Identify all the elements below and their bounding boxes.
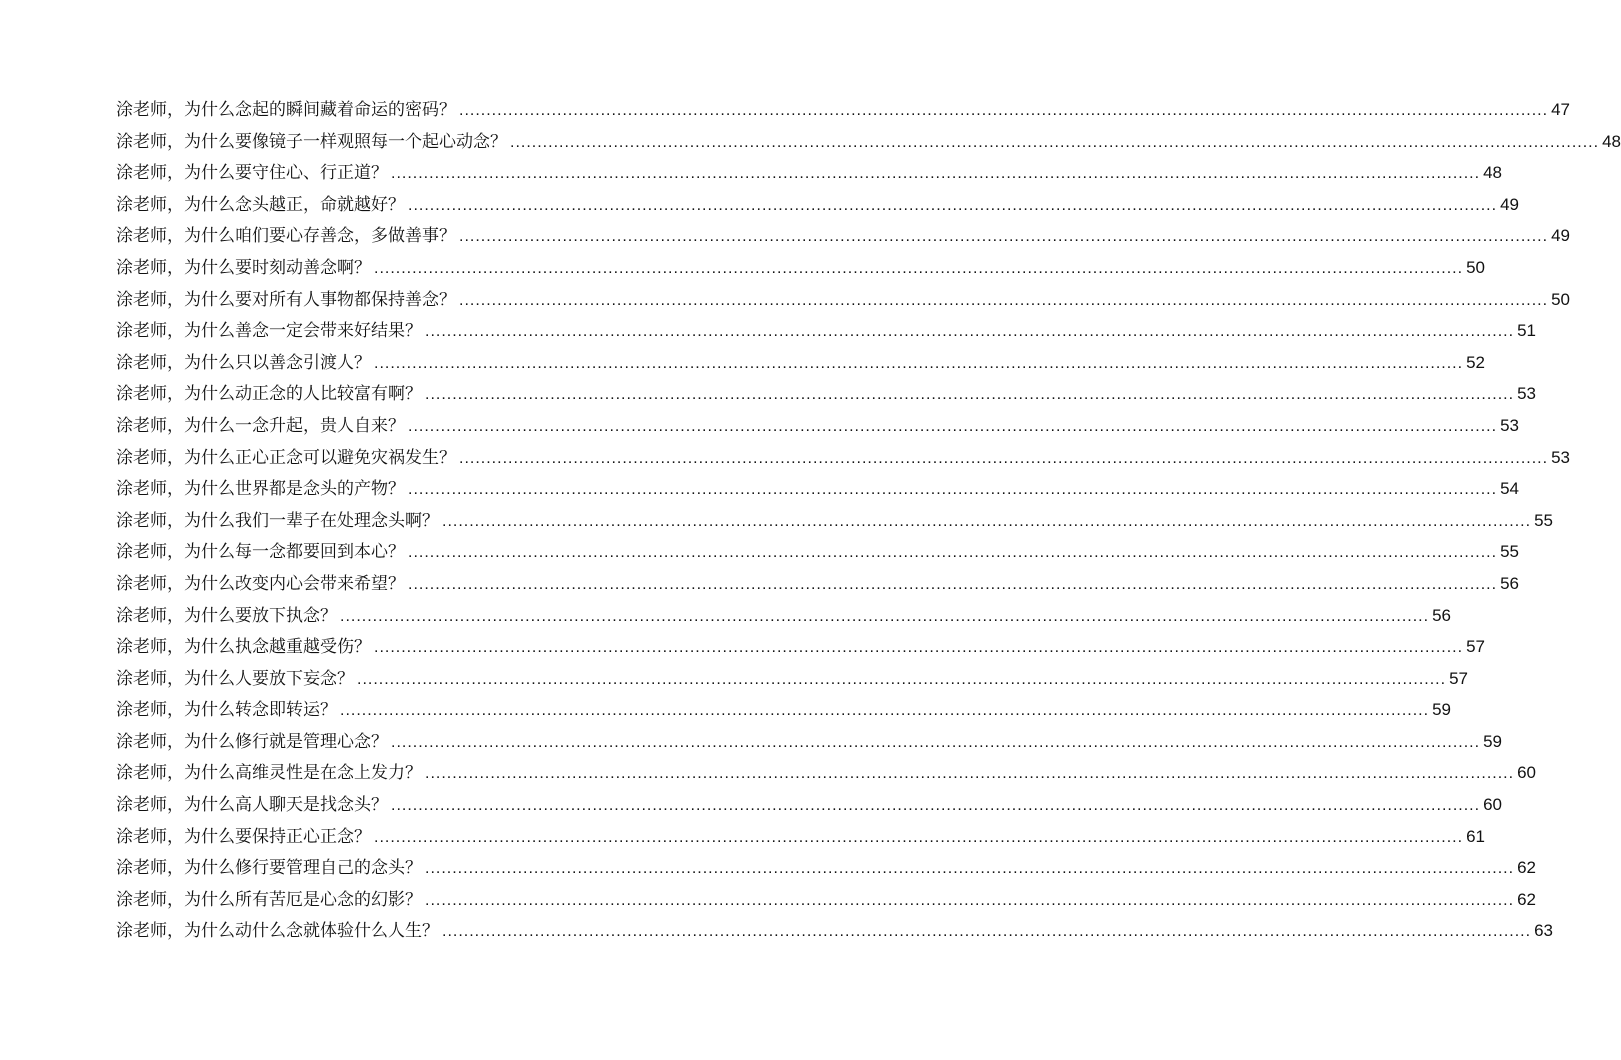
toc-entry-page-number: 57 [1449,668,1468,688]
toc-entry[interactable] [116,126,1621,158]
toc-entry[interactable] [116,884,1536,916]
toc-entry[interactable] [116,694,1451,726]
toc-entry[interactable] [116,284,1570,316]
toc-entry-title: 涂老师，为什么只以善念引渡人？ [116,352,371,373]
toc-entry-page-number: 49 [1500,194,1519,214]
toc-entry-title: 涂老师，为什么所有苦厄是心念的幻影？ [116,889,422,910]
toc-entry-page-number: 55 [1500,542,1519,562]
dot-leader: ........................................................................................................................................................................................................ [442,512,1532,530]
dot-leader: ........................................................................................................................................................................................................ [408,417,1498,435]
toc-entry[interactable] [116,915,1553,947]
dot-leader: ........................................................................................................................................................................................................ [408,196,1498,214]
toc-entry-title: 涂老师，为什么每一念都要回到本心？ [116,542,405,563]
dot-leader: ........................................................................................................................................................................................................ [459,102,1549,119]
toc-entry-title: 涂老师，为什么世界都是念头的产物？ [116,479,405,500]
dot-leader: ........................................................................................................................................................................................................ [425,891,1515,909]
dot-leader: ........................................................................................................................................................................................................ [425,386,1515,404]
toc-entry[interactable] [116,315,1536,347]
toc-entry-page-number: 54 [1500,479,1519,499]
toc-entry[interactable] [116,442,1570,474]
toc-entry-title: 涂老师，为什么念头越正，命就越好？ [116,194,405,215]
toc-entry[interactable] [116,726,1502,758]
toc-entry-page-number: 60 [1483,795,1502,815]
toc-entry-title: 涂老师，为什么要保持正心正念？ [116,826,371,847]
toc-entry[interactable] [116,536,1519,568]
toc-entry-title: 涂老师，为什么人要放下妄念？ [116,668,354,689]
toc-entry[interactable] [116,600,1451,632]
dot-leader: ........................................................................................................................................................................................................ [408,481,1498,499]
dot-leader: ........................................................................................................................................................................................................ [442,923,1532,941]
toc-entry[interactable] [116,189,1519,221]
dot-leader: ........................................................................................................................................................................................................ [374,354,1464,372]
toc-entry-page-number: 59 [1432,700,1451,720]
dot-leader: ........................................................................................................................................................................................................ [510,133,1600,151]
toc-entry-page-number: 53 [1517,384,1536,404]
toc-entry-page-number: 63 [1534,921,1553,941]
toc-entry[interactable] [116,347,1485,379]
toc-entry-title: 涂老师，为什么要守住心、行正道？ [116,163,388,184]
toc-entry-page-number: 56 [1432,605,1451,625]
toc-entry-title: 涂老师，为什么动正念的人比较富有啊？ [116,384,422,405]
toc-entry-title: 涂老师，为什么转念即转运？ [116,700,337,721]
dot-leader: ........................................................................................................................................................................................................ [408,544,1498,562]
toc-entry[interactable] [116,378,1536,410]
toc-entry[interactable] [116,410,1519,442]
dot-leader: ........................................................................................................................................................................................................ [408,575,1498,593]
dot-leader: ........................................................................................................................................................................................................ [391,733,1481,751]
toc-entry-title: 涂老师，为什么要时刻动善念啊？ [116,257,371,278]
toc-entry[interactable] [116,852,1536,884]
toc-entry[interactable] [116,757,1536,789]
toc-entry-title: 涂老师，为什么咱们要心存善念，多做善事？ [116,226,456,247]
toc-entry-title: 涂老师，为什么执念越重越受伤？ [116,637,371,658]
toc-entry-page-number: 55 [1534,510,1553,530]
toc-entry[interactable] [116,505,1553,537]
dot-leader: ........................................................................................................................................................................................................ [391,797,1481,815]
toc-entry[interactable] [116,473,1519,505]
toc-entry-page-number: 60 [1517,763,1536,783]
dot-leader: ........................................................................................................................................................................................................ [374,639,1464,657]
toc-entry-title: 涂老师，为什么高维灵性是在念上发力？ [116,763,422,784]
toc-entry-page-number: 49 [1551,226,1570,246]
toc-entry-page-number: 62 [1517,858,1536,878]
toc-entry-page-number: 48 [1602,131,1621,151]
dot-leader: ........................................................................................................................................................................................................ [459,291,1549,309]
dot-leader: ........................................................................................................................................................................................................ [459,449,1549,467]
toc-entry-title: 涂老师，为什么一念升起，贵人自来？ [116,415,405,436]
toc-entry-title: 涂老师，为什么要像镜子一样观照每一个起心动念？ [116,131,507,152]
dot-leader: ........................................................................................................................................................................................................ [340,702,1430,720]
toc-entry-page-number: 57 [1466,637,1485,657]
toc-entry-title: 涂老师，为什么高人聊天是找念头？ [116,795,388,816]
toc-entry-page-number: 48 [1483,163,1502,183]
dot-leader: ........................................................................................................................................................................................................ [459,228,1549,246]
toc-entry-title: 涂老师，为什么改变内心会带来希望？ [116,573,405,594]
toc-entry-page-number: 51 [1517,321,1536,341]
toc-entry-page-number: 53 [1500,415,1519,435]
toc-entry[interactable] [116,663,1468,695]
toc-entry[interactable] [116,220,1570,252]
toc-entry-page-number: 59 [1483,731,1502,751]
dot-leader: ........................................................................................................................................................................................................ [374,828,1464,846]
toc-entry-title: 涂老师，为什么修行要管理自己的念头？ [116,858,422,879]
toc-entry-title: 涂老师，为什么要对所有人事物都保持善念？ [116,289,456,310]
toc-entry-page-number: 62 [1517,889,1536,909]
dot-leader: ........................................................................................................................................................................................................ [425,323,1515,341]
toc-entry[interactable] [116,94,1570,126]
toc-entry-page-number: 50 [1551,289,1570,309]
toc-entry-title: 涂老师，为什么念起的瞬间藏着命运的密码？ [116,100,456,120]
dot-leader: ........................................................................................................................................................................................................ [374,259,1464,277]
toc-entry-page-number: 50 [1466,257,1485,277]
toc-entry-title: 涂老师，为什么我们一辈子在处理念头啊？ [116,510,439,531]
dot-leader: ........................................................................................................................................................................................................ [425,860,1515,878]
toc-entry-page-number: 53 [1551,447,1570,467]
toc-entry-title: 涂老师，为什么动什么念就体验什么人生？ [116,921,439,942]
table-of-contents [116,94,1621,947]
toc-entry-title: 涂老师，为什么要放下执念？ [116,605,337,626]
dot-leader: ........................................................................................................................................................................................................ [391,165,1481,183]
dot-leader: ........................................................................................................................................................................................................ [357,670,1447,688]
toc-entry-page-number: 52 [1466,352,1485,372]
toc-entry[interactable] [116,821,1485,853]
toc-entry-page-number: 56 [1500,573,1519,593]
toc-entry-page-number: 61 [1466,826,1485,846]
toc-entry-title: 涂老师，为什么正心正念可以避免灾祸发生？ [116,447,456,468]
toc-entry[interactable] [116,631,1485,663]
dot-leader: ........................................................................................................................................................................................................ [425,765,1515,783]
toc-entry[interactable] [116,568,1519,600]
dot-leader: ........................................................................................................................................................................................................ [340,607,1430,625]
toc-entry-page-number: 47 [1551,100,1570,119]
toc-entry-title: 涂老师，为什么善念一定会带来好结果？ [116,321,422,342]
toc-entry-title: 涂老师，为什么修行就是管理心念？ [116,731,388,752]
toc-entry[interactable] [116,157,1502,189]
toc-entry[interactable] [116,252,1485,284]
toc-entry[interactable] [116,789,1502,821]
